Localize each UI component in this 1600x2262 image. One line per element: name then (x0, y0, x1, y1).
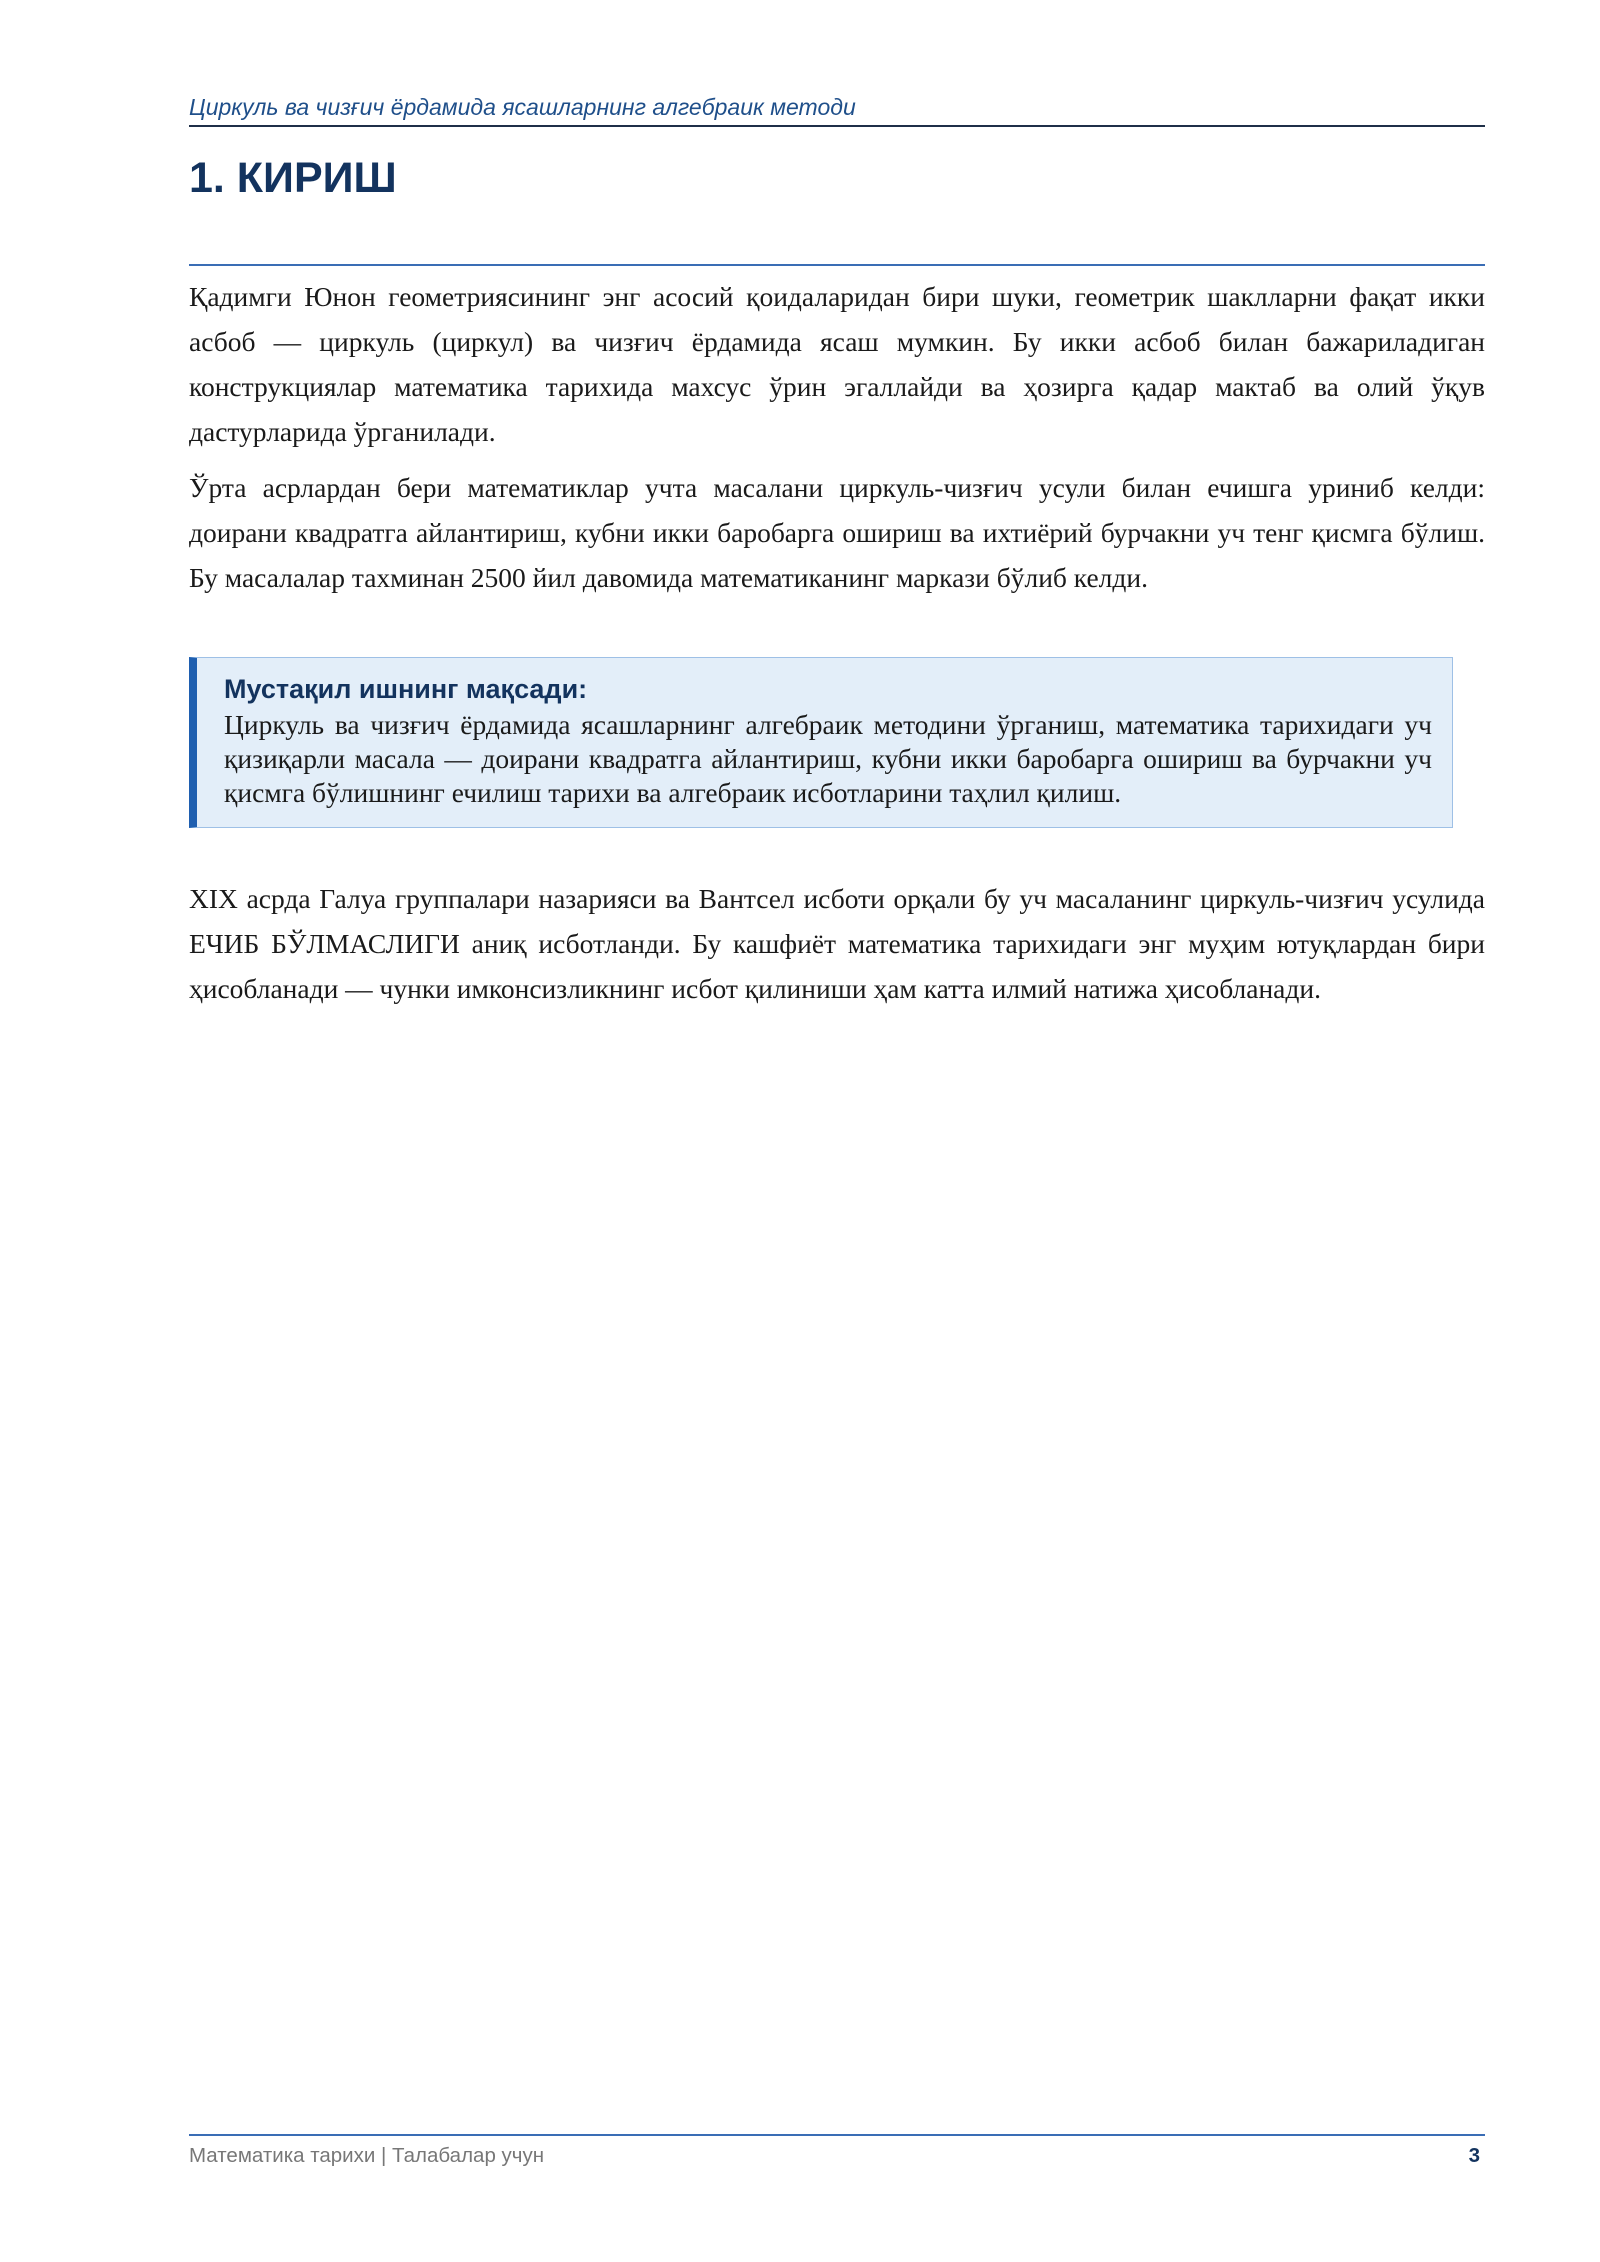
footer-divider (189, 2134, 1485, 2136)
title-divider (189, 264, 1485, 266)
objective-callout (189, 657, 1453, 828)
callout-body: Циркуль ва чизғич ёрдамида ясашларнинг алгебраик методини ўрганиш, математика тарихидаги уч қизиқарли масала — доирани квадратга айлантириш, кубни икки баробарга ошириш ва бурчакни уч қисмга бўлишнинг ечилиш тарихи ва алгебраик исботларини таҳлил қилиш. (224, 709, 1432, 808)
intro-paragraph-1: Қадимги Юнон геометриясининг энг асосий қоидаларидан бири шуки, геометрик шаклларни фақат икки асбоб — циркуль (циркул) ва чизғич ёрдамида ясаш мумкин. Бу икки асбоб билан бажариладиган конструкциялар математика тарихида махсус ўрин эгаллайди ва ҳозирга қадар мактаб ва олий ўқув дастурларида ўрганилади. (189, 281, 1485, 447)
header-divider (189, 125, 1485, 127)
intro-paragraph-2: Ўрта асрлардан бери математиклар учта масалани циркуль-чизғич усули билан ечишга уриниб келди: доирани квадратга айлантириш, кубни икки баробарга ошириш ва ихтиёрий бурчакни уч тенг қисмга бўлиш. Бу масалалар тахминан 2500 йил давомида математиканинг маркази бўлиб келди. (189, 472, 1485, 593)
page-number: 3 (1468, 2144, 1480, 2167)
section-title: 1. КИРИШ (189, 154, 397, 202)
footer-text: Математика тарихи | Талабалар учун (189, 2144, 545, 2167)
running-header: Циркуль ва чизғич ёрдамида ясашларнинг алгебраик методи (189, 94, 856, 120)
intro-paragraph-3: XIX асрда Галуа группалари назарияси ва Вантсел исботи орқали бу уч масаланинг циркуль-чизғич усулида ЕЧИБ БЎЛМАСЛИГИ аниқ исботланди. Бу кашфиёт математика тарихидаги энг муҳим ютуқлардан бири ҳисобланади — чунки имконсизликнинг исбот қилиниши ҳам катта илмий натижа ҳисобланади. (189, 883, 1485, 1004)
callout-title: Мустақил ишнинг мақсади: (224, 674, 588, 704)
